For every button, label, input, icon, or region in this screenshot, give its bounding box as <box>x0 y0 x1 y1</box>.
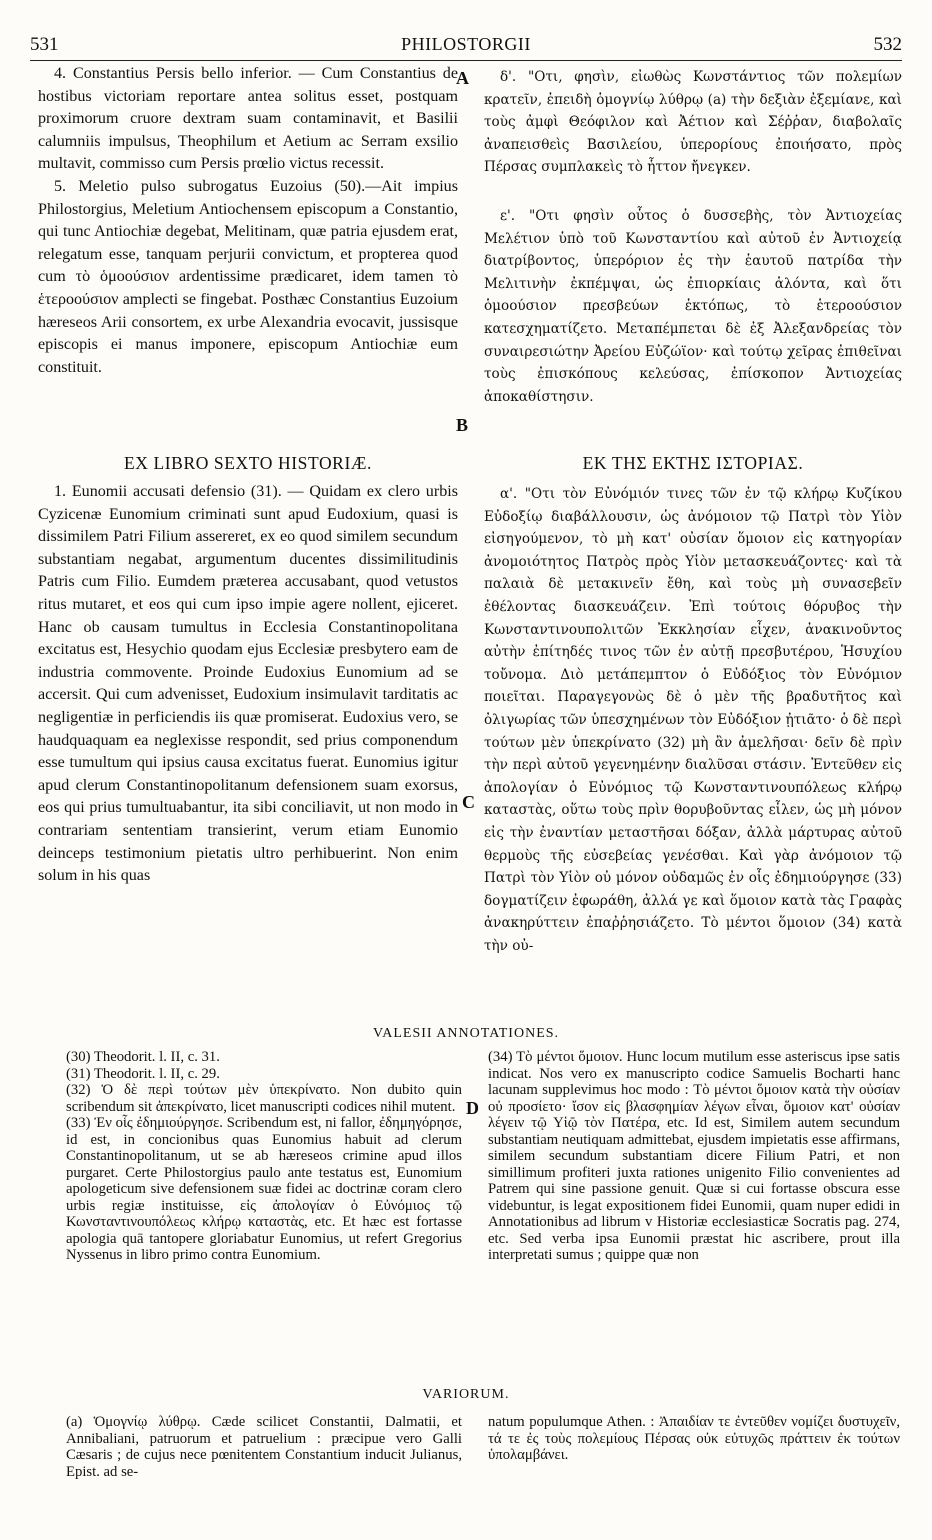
header-rule <box>30 60 902 61</box>
annotations-title: VALESII ANNOTATIONES. <box>372 1026 560 1041</box>
annotation-note: (33) Ἐν οἷς ἐδημιούργησε. Scribendum est, ni fallor, ἐδημηγόρησε, id est, in concionibus quas Eunomius habuit ad clerum Constantinopolitanum, ut se ab hæreseos crimine apud illos purgaret. Certe Philostorgius paulo ante testatus est, Eunomium apologeticum sive defensionem suæ fidei ac doctrinæ coram clero urbis regiæ instituisse, εἰς ἀπολογίαν ὁ Εὐνόμιος τῷ Κωνσταντινουπόλεως κλήρῳ καταστὰς, etc. Et hæc est fortasse apologia quā tantopere gloriabatur Eunomius, ut refert Gregorius Nyssenus in libro primo contra Eunomium. <box>66 1115 462 1263</box>
annotation-note: (30) Theodorit. l. II, c. 31. <box>66 1049 220 1065</box>
annotations-right-column <box>488 1049 900 1264</box>
latin-paragraph: 5. Meletio pulso subrogatus Euzoius (50).—Ait impius Philostorgius, Meletium Antiochensem episcopum a Constantio, qui tunc Antiochiæ degebat, Melitinam, quæ patria ejusdem erat, relegatum esse, tanquam perjurii convictum, et propterea quod cum τὸ ὁμοούσιον ardentissime prædicaret, idem tamen τὸ ἑτεροούσιον amplecti se fingebat. Posthæc Constantius Euzoium hæreseos Arii consortem, ex urbe Alexandria evocavit, jussisque episcopis ei manus imponere, episcopum Antiochiæ eum constituit. <box>38 177 458 376</box>
variorum-note: natum populumque Athen. : Ἀπαιδίαν τε ἐντεῦθεν νομίζει δυστυχεῖν, τά τε ἐς τοὺς πολεμίους Πέρσας οὐκ εὐτυχῶς πράττειν ἐκ τούτων ὑπολαμβάνει. <box>488 1414 900 1463</box>
latin-column-top <box>38 63 458 379</box>
variorum-title: VARIORUM. <box>422 1387 510 1402</box>
variorum-note: (a) Ὁμογνίῳ λύθρῳ. Cæde scilicet Constantii, Dalmatii, et Annibaliani, patruorum et patruelium : præcipue vero Galli Cæsaris ; de cujus nece pœnitentem Constantium inducit Julianus, Epist. ad se- <box>66 1414 462 1480</box>
margin-letter-a: A <box>456 68 469 88</box>
variorum-left-column <box>66 1414 462 1480</box>
annotations-left-column <box>66 1049 462 1264</box>
variorum-right-column <box>488 1414 900 1464</box>
page-number-left: 531 <box>30 34 59 55</box>
margin-letter-c: C <box>462 792 475 812</box>
annotation-note: (34) Τὸ μέντοι ὅμοιον. Hunc locum mutilum esse asteriscus ipse satis indicat. Nos vero ex manuscripto codice Samuelis Bocharti hanc lacunam supplevimus hoc modo : Τὸ μέντοι ὅμοιον κατὰ τὴν οὐσίαν οὐ προσίετο· ἴσον εἰς βλασφημίαν λέγων εἶναι, ὅμοιον κατ' οὐσίαν λέγειν τῷ Υἱῷ τὸν Πατέρα, etc. Id est, Similem autem secundum substantiam neutiquam admittebat, ejusdem impietatis esse affirmans, similem secundum substantiam dicere Filium Patri, et non simillimum profiteri juxta rationes unigenito Filio convenientes ad Patrem qui sine passione genuit. Quæ si cui fortasse obscura esse videbuntur, is legat expositionem fidei Eunomii, quam nuper edidi in Annotationibus ad librum v Historiæ ecclesiasticæ Socratis pag. 274, etc. Sed verba ipsa Eunomii præstat hic ascribere, prout illa interpretati sumus ; quippe quæ non <box>488 1049 900 1263</box>
margin-letter-d: D <box>466 1098 479 1118</box>
greek-paragraph: δ'. "Οτι, φησὶν, εἰωθὼς Κωνστάντιος τῶν πολεμίων κρατεῖν, ἐπειδὴ ὁμογνίῳ λύθρῳ (a) τὴν δεξιὰν ἐξεμίανε, καὶ τοὺς ἀμφὶ Θεόφιλον καὶ Ἀέτιον καὶ Σέῤῥαν, διαβολαῖς ἀναπεισθεὶς Βασιλείου, ὑπερορίους ἐποιήσατο, πρὸς Πέρσας συμπλακεὶς τὸ ἧττον ἤνεγκεν. <box>484 69 902 176</box>
latin-column-body <box>38 481 458 888</box>
greek-paragraph: ε'. "Οτι φησὶν οὗτος ὁ δυσσεβὴς, τὸν Ἀντιοχείας Μελέτιον ὑπὸ τοῦ Κωνσταντίου καὶ αὐτοῦ ἐν Ἀντιοχείᾳ διατρίβοντος, ὑπερόριον ἐς τὴν ἑαυτοῦ πατρίδα τὴν Μελιτινὴν ἐκπέμψαι, ὡς ἐπιορκίαις ἁλόντα, καὶ ὅτι ὁμοούσιον πρεσβεύων ἐκτόπως, τὸ ἑτεροούσιον κατεσχηματίζετο. Μεταπέμπεται δὲ ἐξ Ἀλεξανδρείας τὸν συναιρεσιώτην Ἀρείου Εὐζώϊον· καὶ τούτῳ χεῖρας ἐπιθεῖναι τοὺς ἐπισκόπους κελεύσας, ἐπίσκοπον Ἀντιοχείας ἀποκαθίστησιν. <box>484 207 902 405</box>
greek-column-body <box>484 483 902 957</box>
page-number-right: 532 <box>873 34 902 55</box>
running-title: PHILOSTORGII <box>401 34 531 54</box>
margin-letter-b: B <box>456 415 469 435</box>
greek-column-top <box>484 66 902 408</box>
greek-section-title: ΕΚ ΤΗΣ ΕΚΤΗΣ ΙΣΤΟΡΙΑΣ. <box>582 453 804 473</box>
latin-section-title: EX LIBRO SEXTO HISTORIÆ. <box>123 453 373 473</box>
page-header <box>30 34 902 58</box>
annotation-note: (31) Theodorit. l. II, c. 29. <box>66 1065 220 1082</box>
latin-paragraph: 4. Constantius Persis bello inferior. — Cum Constantius de hostibus victoriam reportare antea solitus esset, postquam proximorum cruore dextram suam contaminavit, et Basilii calumniis impulsus, Theophilum et Aetium ac Serram exsilio multavit, commisso cum Persis prœlio victus recessit. <box>38 65 458 173</box>
greek-body-text: α'. "Οτι τὸν Εὐνόμιόν τινες τῶν ἐν τῷ κλήρῳ Κυζίκου Εὐδοξίῳ διαβάλλουσιν, ὡς ἀνόμοιον τῷ Πατρὶ τὸν Υἱὸν εἰσηγούμενον, τὸ μὴ κατ' οὐσίαν ὅμοιον εἰς κατηγορίαν ἀνομοιότητος Πατρὸς πρὸς Υἱὸν μετασκευάζοντες· καὶ τὰ παλαιὰ δὲ μετακινεῖν ἔθη, καὶ τοὺς μὴ συνασεβεῖν ἐθέλοντας διασκευάζειν. Ἐπὶ τούτοις θόρυβος τὴν Κωνσταντινουπολιτῶν Ἐκκλησίαν εἶχεν, ἀνακινοῦντος αὐτὴν ἐπίτηδές τινος τῶν ἐν αὐτῇ πρεσβυτέρου, Ἡσυχίου τοὔνομα. Διὸ μετάπεμπτον ὁ Εὐδόξιος τὸν Εὐνόμιον ποιεῖται. Παραγεγονὼς δὲ ὁ μὲν τῆς βραδυτῆτος καὶ ὀλιγωρίας τῶν ὑπεσχημένων τὸν Εὐδόξιον ᾐτιᾶτο· ὁ δὲ περὶ τούτων μὲν ὑπεκρίνατο (32) μὴ ἂν ἀμελῆσαι· δεῖν δὲ πρὶν τὴν περὶ αὐτοῦ γεγενημένην διαλῦσαι στάσιν. Ἐντεῦθεν εἰς ἀπολογίαν ὁ Εὐνόμιος τῷ Κωνσταντινουπόλεως κλήρῳ καταστὰς, οὕτω τοὺς πρὶν θορυβοῦντας εἷλεν, ὡς μὴ μόνον εἰς τὴν ἐναντίαν μεταστῆσαι δόξαν, ἀλλὰ μάρτυρας αὐτοῦ θερμοὺς τῆς εὐσεβείας γενέσθαι. Καὶ γὰρ ἀνόμοιον τῷ Πατρὶ τὸν Υἱὸν οὐ μόνον οὐδαμῶς ἐν οἷς ἐδημιούργησε (33) δογματίζειν ἐφωράθη, ἀλλά γε καὶ ὅμοιον κατὰ τὰς Γραφὰς ἀνακηρύττειν ἐπαῤῥησιάζετο. Τὸ μέντοι ὅμοιον (34) κατὰ τὴν οὐ- <box>484 486 902 954</box>
latin-body-text: 1. Eunomii accusati defensio (31). — Quidam ex clero urbis Cyzicenæ Eunomium criminati sunt apud Eudoxium, quasi is dissimilem Patri Filium assereret, ex eo quod similem secundum substantiam negabat, argumentum ducentes dissimilitudinis Patris cum Filio. Eumdem præterea accusabant, quod vetustos ritus mutaret, et eos qui cum ipso impie agere nollent, ejiceret. Hanc ob causam tumultus in Ecclesia Constantinopolitana excitatus est, Hesychio quodam ejus Ecclesiæ presbytero eam de industria commovente. Proinde Eudoxius Eunomium ad se accersit. Qui cum advenisset, Eudoxium insimulavit tarditatis ac negligentiæ in perficiendis iis quæ promiserat. Eudoxius vero, se haudquaquam ea neglexisse respondit, sed prius componendum esse tumultum qui ipsius causa excitatus fuerat. Eunomius igitur apud clerum Constantinopolitanum defensionem suam exorsus, eos qui prius tumultuabantur, ita sibi conciliavit, ut non modo in contrariam sententiam transierint, verum etiam Eunomio deinceps testimonium pietatis ultro perhibuerint. Non enim solum in his quas <box>38 483 458 885</box>
annotation-note: (32) Ὁ δὲ περὶ τούτων μὲν ὑπεκρίνατο. Non dubito quin scribendum sit ἀπεκρίνατο, licet manuscripti codices nihil mutent. <box>66 1082 462 1115</box>
